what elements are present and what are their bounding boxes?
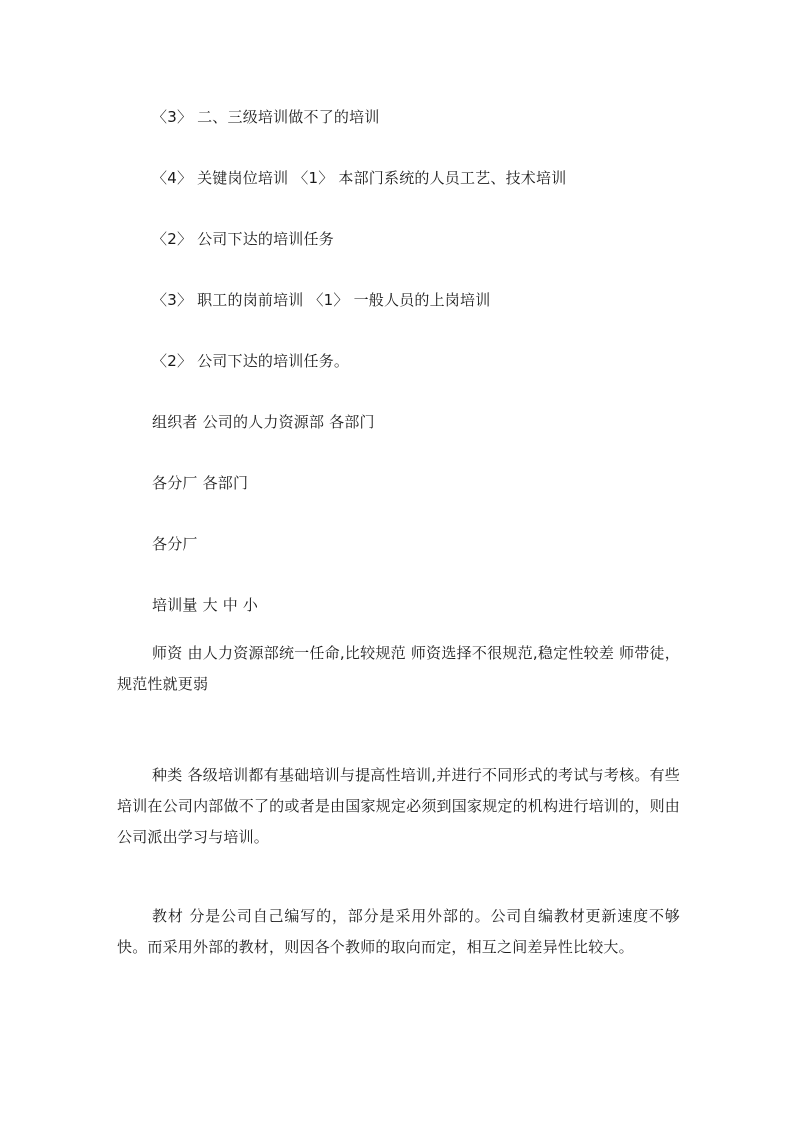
text-line: 〈2〉 公司下达的培训任务 <box>152 230 334 248</box>
paragraph-types: 种类 各级培训都有基础培训与提高性培训,并进行不同形式的考试与考核。有些培训在公司内部做不了的或者是由国家规定必须到国家规定的机构进行培训的，则由公司派出学习与培训。 <box>117 766 680 846</box>
paragraph-teachers: 师资 由人力资源部统一任命,比较规范 师资选择不很规范,稳定性较差 师带徒，规范性就更弱 <box>117 644 680 693</box>
text-line: 〈2〉 公司下达的培训任务。 <box>152 352 350 370</box>
paragraph-materials: 教材 分是公司自己编写的，部分是采用外部的。公司自编教材更新速度不够快。而采用外部的教材，则因各个教师的取向而定，相互之间差异性比较大。 <box>117 907 680 956</box>
text-line: 培训量 大 中 小 <box>152 596 259 614</box>
text-line: 〈4〉 关键岗位培训 〈1〉 本部门系统的人员工艺、技术培训 <box>152 169 567 187</box>
text-line: 各分厂 <box>152 535 198 553</box>
text-line: 组织者 公司的人力资源部 各部门 <box>152 413 375 431</box>
text-line: 〈3〉 二、三级培训做不了的培训 <box>152 108 380 126</box>
text-line: 各分厂 各部门 <box>152 474 249 492</box>
text-line: 〈3〉 职工的岗前培训 〈1〉 一般人员的上岗培训 <box>152 291 491 309</box>
